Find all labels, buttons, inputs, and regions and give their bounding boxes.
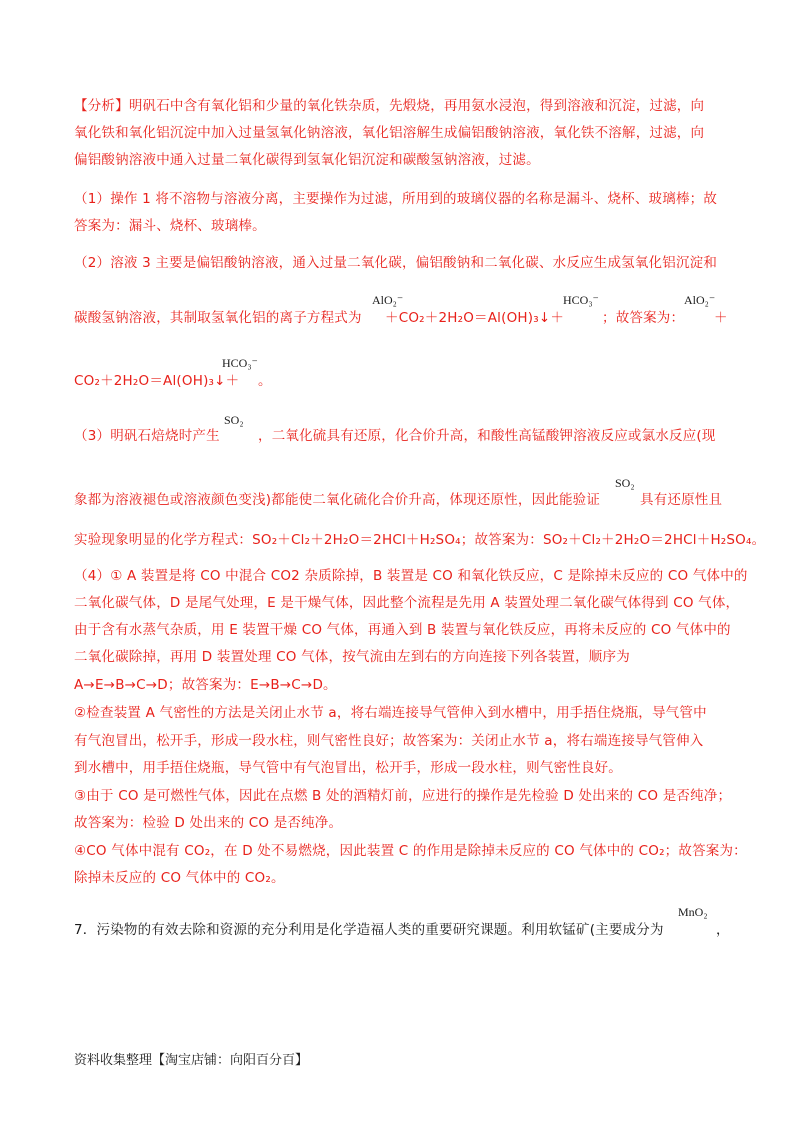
q4-line-2: 二氧化碳气体，D 是尾气处理，E 是干燥气体，因此整个流程是先用 A 装置处理二氧化碳气体得到 CO 气体，: [74, 595, 740, 611]
formula-so2-2: SO₂: [615, 476, 635, 490]
q4-line-11: ④CO 气体中混有 CO₂，在 D 处不易燃烧，因此装置 C 的作用是除掉未反应的 CO 气体中的 CO₂；故答案为：: [74, 843, 747, 859]
analysis-line-2: 氧化铁和氧化铝沉淀中加入过量氢氧化钠溶液，氧化铝溶解生成偏铝酸钠溶液，氧化铁不溶解，过滤，向: [74, 125, 705, 141]
q4-line-12: 除掉未反应的 CO 气体中的 CO₂。: [74, 870, 285, 886]
q2-line-2-eq: ＋CO₂＋2H₂O＝Al(OH)₃↓＋: [385, 310, 565, 326]
analysis-label: 【分析】: [74, 98, 129, 114]
q7-line-1: 7．污染物的有效去除和资源的充分利用是化学造福人类的重要研究课题。利用软锰矿(主要成分为: [74, 922, 664, 938]
q2-line-2-answer: ；故答案为：: [602, 310, 685, 326]
formula-so2-1: SO₂: [224, 413, 244, 427]
q3-line-2: 象都为溶液褪色或溶液颜色变浅)都能使二氧化硫化合价升高，体现还原性，因此能验证: [74, 492, 601, 508]
q4-line-10: 故答案为：检验 D 处出来的 CO 是否纯净。: [74, 815, 343, 831]
q4-line-5: A→E→B→C→D；故答案为：E→B→C→D。: [74, 677, 337, 693]
q4-line-8: 到水槽中，用手捂住烧瓶，导气管中有气泡冒出，松开手，形成一段水柱，则气密性良好。: [74, 760, 622, 776]
q2-line-3: CO₂＋2H₂O＝Al(OH)₃↓＋: [74, 373, 240, 389]
q4-line-6: ②检查装置 A 气密性的方法是关闭止水节 a，将右端连接导气管伸入到水槽中，用手捂住烧瓶，导气管中: [74, 705, 707, 721]
q4-line-4: 二氧化碳除掉，再用 D 装置处理 CO 气体，按气流由左到右的方向连接下列各装置，顺序为: [74, 649, 630, 665]
q2-line-3-end: 。: [258, 373, 272, 389]
analysis-line-1: 【分析】明矾石中含有氧化铝和少量的氧化铁杂质，先煅烧，再用氨水浸泡，得到溶液和沉淀，过滤，向: [74, 98, 705, 114]
q4-line-7: 有气泡冒出，松开手，形成一段水柱，则气密性良好；故答案为：关闭止水节 a，将右端连接导气管伸入: [74, 733, 704, 749]
q7-line-1-end: ，: [716, 922, 730, 938]
q4-line-3: 由于含有水蒸气杂质，用 E 装置干燥 CO 气体，再通入到 B 装置与氧化铁反应，再将未反应的 CO 气体中的: [74, 622, 731, 638]
formula-alo2-2: AlO₂⁻: [684, 293, 716, 307]
formula-hco3-1: HCO₃⁻: [563, 293, 599, 307]
q4-line-1: （4）① A 装置是将 CO 中混合 CO2 杂质除掉，B 装置是 CO 和氧化铁反应，C 是除掉未反应的 CO 气体中的: [74, 568, 748, 584]
q2-line-2-plus: ＋: [714, 310, 728, 326]
q1-line-1: （1）操作 1 将不溶物与溶液分离，主要操作为过滤，所用到的玻璃仪器的名称是漏斗、烧杯、玻璃棒；故: [74, 191, 718, 207]
q2-line-2: 碳酸氢钠溶液，其制取氢氧化铝的离子方程式为: [74, 310, 362, 326]
formula-mno2: MnO₂: [678, 905, 708, 919]
footer-text: 资料收集整理【淘宝店铺：向阳百分百】: [74, 1053, 309, 1068]
q3-line-2b: 具有还原性且: [640, 492, 723, 508]
q3-line-1: （3）明矾石焙烧时产生: [74, 428, 220, 444]
q2-line-1: （2）溶液 3 主要是偏铝酸钠溶液，通入过量二氧化碳，偏铝酸钠和二氧化碳、水反应生成氢氧化铝沉淀和: [74, 255, 718, 271]
q4-line-9: ③由于 CO 是可燃性气体，因此在点燃 B 处的酒精灯前，应进行的操作是先检验 D 处出来的 CO 是否纯净；: [74, 788, 732, 804]
formula-alo2-1: AlO₂⁻: [372, 293, 404, 307]
q3-line-1b: ，二氧化硫具有还原，化合价升高，和酸性高锰酸钾溶液反应或氯水反应(现: [258, 428, 716, 444]
analysis-line-3: 偏铝酸钠溶液中通入过量二氧化碳得到氢氧化铝沉淀和碳酸氢钠溶液，过滤。: [74, 152, 540, 168]
q3-line-3: 实验现象明显的化学方程式：SO₂＋Cl₂＋2H₂O＝2HCl＋H₂SO₄；故答案为：SO₂＋Cl₂＋2H₂O＝2HCl＋H₂SO₄。: [74, 532, 766, 548]
q1-line-2: 答案为：漏斗、烧杯、玻璃棒。: [74, 218, 266, 234]
formula-hco3-2: HCO₃⁻: [222, 356, 258, 370]
